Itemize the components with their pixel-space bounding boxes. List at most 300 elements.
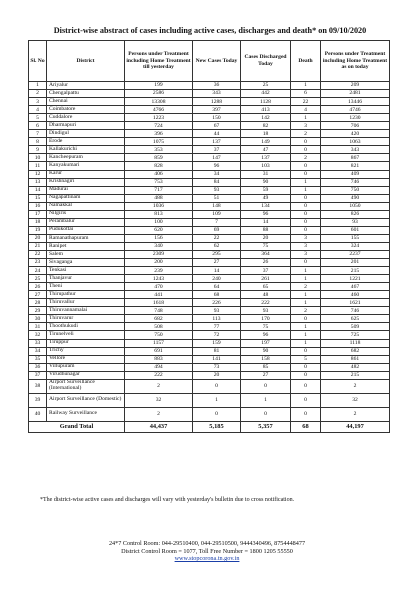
cell-under-treatment-yesterday: 724 (125, 122, 193, 130)
cell-district: Chengalpattu (47, 90, 125, 98)
table-row (29, 363, 390, 371)
cell-sl-no: 16 (29, 202, 47, 210)
header-new-cases: New Cases Today (193, 41, 241, 82)
cell-death: 2 (291, 154, 321, 162)
table-row (29, 178, 390, 186)
cell-sl-no: 32 (29, 331, 47, 339)
cell-discharged: 49 (241, 194, 291, 202)
cell-death: 0 (291, 194, 321, 202)
cell-under-treatment-today: 215 (321, 267, 390, 275)
control-room-line: 24*7 Control Room: 044-29510400, 044-29510500, 9444340496, 8754448477 (108, 540, 306, 547)
cell-new-cases: 93 (193, 307, 241, 315)
cell-under-treatment-yesterday: 1243 (125, 275, 193, 283)
cell-under-treatment-today: 1118 (321, 339, 390, 347)
cell-under-treatment-today: 706 (321, 122, 390, 130)
cell-discharged: 0 (241, 379, 291, 393)
cell-district: Tenkasi (47, 267, 125, 275)
cell-district: Villupuram (47, 363, 125, 371)
cell-new-cases: 147 (193, 154, 241, 162)
cell-discharged: 18 (241, 130, 291, 138)
cell-new-cases: 295 (193, 250, 241, 258)
cell-death: 2 (291, 307, 321, 315)
cell-under-treatment-today: 509 (321, 323, 390, 331)
table-row (29, 393, 390, 407)
cell-under-treatment-today: 821 (321, 162, 390, 170)
cell-new-cases: 343 (193, 90, 241, 98)
table-row (29, 347, 390, 355)
cell-under-treatment-yesterday: 859 (125, 154, 193, 162)
cell-death: 0 (291, 146, 321, 154)
table-row (29, 299, 390, 307)
cell-new-cases: 137 (193, 138, 241, 146)
cell-new-cases: 73 (193, 363, 241, 371)
cell-sl-no: 30 (29, 315, 47, 323)
table-row (29, 226, 390, 234)
cell-under-treatment-today: 682 (321, 347, 390, 355)
cell-district: Erode (47, 138, 125, 146)
table-row (29, 122, 390, 130)
cell-new-cases: 397 (193, 106, 241, 114)
cell-new-cases: 69 (193, 226, 241, 234)
cell-district: Nagapattinam (47, 194, 125, 202)
grand-total-row (29, 421, 390, 432)
cell-under-treatment-yesterday: 717 (125, 186, 193, 194)
cell-under-treatment-today: 32 (321, 393, 390, 407)
cell-discharged: 134 (241, 202, 291, 210)
cell-sl-no: 21 (29, 242, 47, 250)
cell-death: 1 (291, 82, 321, 90)
table-row (29, 379, 390, 393)
cell-death: 1 (291, 275, 321, 283)
table-row (29, 371, 390, 379)
table-row (29, 242, 390, 250)
cell-under-treatment-today: 725 (321, 331, 390, 339)
cell-discharged: 142 (241, 114, 291, 122)
cell-new-cases: 36 (193, 82, 241, 90)
cell-under-treatment-yesterday: 883 (125, 355, 193, 363)
cell-death: 6 (291, 90, 321, 98)
cell-death: 3 (291, 122, 321, 130)
cell-district: Pudukottai (47, 226, 125, 234)
cell-sl-no: 25 (29, 275, 47, 283)
cell-death: 1 (291, 299, 321, 307)
cell-sl-no: 2 (29, 90, 47, 98)
cell-under-treatment-today: 2481 (321, 90, 390, 98)
cell-discharged: 1 (241, 393, 291, 407)
cell-new-cases: 240 (193, 275, 241, 283)
contact-footer (40, 540, 374, 563)
cell-under-treatment-yesterday: 813 (125, 210, 193, 218)
cell-new-cases: 51 (193, 194, 241, 202)
cell-under-treatment-today: 420 (321, 130, 390, 138)
cell-sl-no: 24 (29, 267, 47, 275)
cell-district: Airport Surveillance (International) (47, 379, 125, 393)
cell-under-treatment-yesterday: 620 (125, 226, 193, 234)
cell-discharged: 137 (241, 154, 291, 162)
cell-under-treatment-yesterday: 682 (125, 315, 193, 323)
cell-under-treatment-today: 1221 (321, 275, 390, 283)
cell-discharged: 85 (241, 363, 291, 371)
cell-under-treatment-today: 460 (321, 291, 390, 299)
cell-new-cases: 27 (193, 259, 241, 267)
cell-sl-no: 27 (29, 291, 47, 299)
cell-district: Tiruppur (47, 339, 125, 347)
cell-under-treatment-today: 2 (321, 379, 390, 393)
cell-death: 0 (291, 259, 321, 267)
total-death: 68 (291, 421, 321, 432)
total-new-cases: 5,185 (193, 421, 241, 432)
cell-discharged: 96 (241, 210, 291, 218)
cell-death: 1 (291, 331, 321, 339)
cell-discharged: 65 (241, 283, 291, 291)
cell-death: 0 (291, 218, 321, 226)
cell-new-cases: 22 (193, 234, 241, 242)
cell-new-cases: 0 (193, 407, 241, 421)
cell-under-treatment-yesterday: 441 (125, 291, 193, 299)
cell-under-treatment-yesterday: 748 (125, 307, 193, 315)
cell-sl-no: 35 (29, 355, 47, 363)
cell-district: Perambalur (47, 218, 125, 226)
cell-new-cases: 226 (193, 299, 241, 307)
cell-discharged: 96 (241, 331, 291, 339)
cell-district: Dindigul (47, 130, 125, 138)
table-row (29, 98, 390, 106)
table-row (29, 259, 390, 267)
cell-discharged: 59 (241, 186, 291, 194)
cell-death: 0 (291, 226, 321, 234)
cell-death: 0 (291, 393, 321, 407)
cell-district: Kanyakumari (47, 162, 125, 170)
table-row (29, 82, 390, 90)
cell-district: Railway Surveillance (47, 407, 125, 421)
cell-sl-no: 14 (29, 186, 47, 194)
cell-district: Kancheepuram (47, 154, 125, 162)
cell-district: Thiruvarur (47, 315, 125, 323)
cell-district: Theni (47, 283, 125, 291)
table-row (29, 202, 390, 210)
cell-sl-no: 15 (29, 194, 47, 202)
cell-under-treatment-today: 601 (321, 226, 390, 234)
cell-district: Vellore (47, 355, 125, 363)
cell-under-treatment-yesterday: 222 (125, 371, 193, 379)
header-under-treatment-today: Persons under Treatment including Home Treatment as on today (321, 41, 390, 82)
cell-discharged: 170 (241, 315, 291, 323)
cell-under-treatment-yesterday: 32 (125, 393, 193, 407)
cell-sl-no: 11 (29, 162, 47, 170)
cell-death: 1 (291, 323, 321, 331)
cell-discharged: 37 (241, 267, 291, 275)
cell-death: 3 (291, 242, 321, 250)
cell-discharged: 158 (241, 355, 291, 363)
table-row (29, 146, 390, 154)
cell-under-treatment-today: 625 (321, 315, 390, 323)
cell-under-treatment-today: 13446 (321, 98, 390, 106)
cell-death: 3 (291, 250, 321, 258)
cell-sl-no: 40 (29, 407, 47, 421)
cell-under-treatment-yesterday: 239 (125, 267, 193, 275)
cell-discharged: 149 (241, 138, 291, 146)
cell-district: Ranipet (47, 242, 125, 250)
cell-death: 2 (291, 283, 321, 291)
cell-death: 0 (291, 379, 321, 393)
cell-under-treatment-today: 482 (321, 363, 390, 371)
cell-under-treatment-today: 201 (321, 259, 390, 267)
cell-sl-no: 33 (29, 339, 47, 347)
cell-discharged: 75 (241, 323, 291, 331)
cell-district: Trichy (47, 347, 125, 355)
cell-under-treatment-yesterday: 396 (125, 130, 193, 138)
cell-death: 1 (291, 114, 321, 122)
table-row (29, 170, 390, 178)
cell-district: Chennai (47, 98, 125, 106)
cell-sl-no: 6 (29, 122, 47, 130)
cell-under-treatment-yesterday: 488 (125, 194, 193, 202)
cell-new-cases: 68 (193, 291, 241, 299)
cell-under-treatment-yesterday: 1223 (125, 114, 193, 122)
cell-discharged: 93 (241, 307, 291, 315)
cell-district: Thoothukudi (47, 323, 125, 331)
cell-under-treatment-yesterday: 2 (125, 407, 193, 421)
table-row (29, 130, 390, 138)
cell-new-cases: 14 (193, 267, 241, 275)
cell-discharged: 75 (241, 242, 291, 250)
cell-district: Thirupathur (47, 291, 125, 299)
cell-discharged: 0 (241, 407, 291, 421)
cell-district: Ariyalur (47, 82, 125, 90)
table-row (29, 106, 390, 114)
cell-district: Karur (47, 170, 125, 178)
cell-death: 0 (291, 162, 321, 170)
cell-new-cases: 150 (193, 114, 241, 122)
cell-under-treatment-yesterday: 2586 (125, 90, 193, 98)
cell-under-treatment-today: 2237 (321, 250, 390, 258)
cell-district: Dharmapuri (47, 122, 125, 130)
cell-under-treatment-yesterday: 828 (125, 162, 193, 170)
cell-discharged: 82 (241, 122, 291, 130)
cell-sl-no: 19 (29, 226, 47, 234)
cell-sl-no: 9 (29, 146, 47, 154)
cell-district: Coimbatore (47, 106, 125, 114)
cell-under-treatment-today: 1050 (321, 202, 390, 210)
cell-under-treatment-today: 343 (321, 146, 390, 154)
cell-discharged: 197 (241, 339, 291, 347)
cell-district: Cuddalore (47, 114, 125, 122)
cell-death: 1 (291, 291, 321, 299)
cell-under-treatment-today: 1230 (321, 114, 390, 122)
cell-death: 0 (291, 315, 321, 323)
cell-district: Thanjavur (47, 275, 125, 283)
cell-under-treatment-today: 1063 (321, 138, 390, 146)
cell-new-cases: 113 (193, 315, 241, 323)
cell-under-treatment-today: 746 (321, 307, 390, 315)
cell-under-treatment-yesterday: 100 (125, 218, 193, 226)
cell-sl-no: 23 (29, 259, 47, 267)
cell-under-treatment-today: 746 (321, 178, 390, 186)
table-row (29, 218, 390, 226)
cell-new-cases: 77 (193, 323, 241, 331)
header-death: Death (291, 41, 321, 82)
table-row (29, 355, 390, 363)
cell-new-cases: 44 (193, 130, 241, 138)
table-row (29, 307, 390, 315)
cell-under-treatment-yesterday: 2309 (125, 250, 193, 258)
cell-district: Sivaganga (47, 259, 125, 267)
cell-district: Namakkal (47, 202, 125, 210)
cell-death: 1 (291, 186, 321, 194)
cell-district: Airport Surveillance (Domestic) (47, 393, 125, 407)
cell-district: Thiruvallur (47, 299, 125, 307)
cell-discharged: 442 (241, 90, 291, 98)
table-row (29, 250, 390, 258)
cell-death: 0 (291, 170, 321, 178)
district-cases-table (28, 40, 390, 433)
cell-discharged: 26 (241, 259, 291, 267)
cell-district: Kallakurichi (47, 146, 125, 154)
cell-discharged: 90 (241, 347, 291, 355)
cell-death: 0 (291, 363, 321, 371)
total-under-treatment-yesterday: 44,437 (125, 421, 193, 432)
cell-under-treatment-today: 1621 (321, 299, 390, 307)
cell-under-treatment-yesterday: 1157 (125, 339, 193, 347)
cell-new-cases: 148 (193, 202, 241, 210)
cell-new-cases: 72 (193, 331, 241, 339)
cell-new-cases: 109 (193, 210, 241, 218)
table-row (29, 90, 390, 98)
header-discharged: Cases Discharged Today (241, 41, 291, 82)
cell-sl-no: 18 (29, 218, 47, 226)
cell-sl-no: 26 (29, 283, 47, 291)
cell-new-cases: 37 (193, 146, 241, 154)
cell-death: 0 (291, 210, 321, 218)
cell-sl-no: 8 (29, 138, 47, 146)
cell-under-treatment-yesterday: 199 (125, 82, 193, 90)
table-row (29, 234, 390, 242)
cell-under-treatment-yesterday: 13308 (125, 98, 193, 106)
cell-district: Madurai (47, 186, 125, 194)
cell-sl-no: 1 (29, 82, 47, 90)
cell-sl-no: 36 (29, 363, 47, 371)
district-control-line: District Control Room = 1077, Toll Free Number = 1800 1205 55550 (121, 547, 293, 555)
header-district: District (47, 41, 125, 82)
cell-new-cases: 67 (193, 122, 241, 130)
cell-district: Salem (47, 250, 125, 258)
cell-sl-no: 3 (29, 98, 47, 106)
cell-discharged: 1128 (241, 98, 291, 106)
cell-death: 5 (291, 355, 321, 363)
cell-discharged: 103 (241, 162, 291, 170)
cell-discharged: 25 (241, 82, 291, 90)
cell-under-treatment-yesterday: 340 (125, 242, 193, 250)
cell-sl-no: 10 (29, 154, 47, 162)
cell-under-treatment-yesterday: 753 (125, 178, 193, 186)
cell-under-treatment-today: 324 (321, 242, 390, 250)
cell-sl-no: 28 (29, 299, 47, 307)
cell-discharged: 364 (241, 250, 291, 258)
cell-new-cases: 62 (193, 242, 241, 250)
website-link[interactable]: www.stopcorona.tn.gov.in (174, 555, 240, 563)
cell-death: 22 (291, 98, 321, 106)
cell-death: 0 (291, 202, 321, 210)
cell-district: Nilgiris (47, 210, 125, 218)
cell-under-treatment-yesterday: 406 (125, 170, 193, 178)
total-under-treatment-today: 44,197 (321, 421, 390, 432)
cell-sl-no: 20 (29, 234, 47, 242)
cell-death: 3 (291, 234, 321, 242)
cell-under-treatment-yesterday: 1618 (125, 299, 193, 307)
cell-new-cases: 1 (193, 393, 241, 407)
cell-death: 0 (291, 138, 321, 146)
cell-discharged: 48 (241, 291, 291, 299)
footnote: *The district-wise active cases and discharges will vary with yesterday's bulletin due to cross notification. (40, 497, 295, 503)
table-row (29, 186, 390, 194)
table-row (29, 154, 390, 162)
cell-new-cases: 20 (193, 371, 241, 379)
table-row (29, 138, 390, 146)
cell-sl-no: 17 (29, 210, 47, 218)
cell-under-treatment-today: 750 (321, 186, 390, 194)
cell-new-cases: 0 (193, 379, 241, 393)
table-row (29, 162, 390, 170)
cell-new-cases: 141 (193, 355, 241, 363)
table-row (29, 283, 390, 291)
cell-district: Virudhunagar (47, 371, 125, 379)
cell-under-treatment-yesterday: 494 (125, 363, 193, 371)
cell-under-treatment-yesterday: 4766 (125, 106, 193, 114)
table-row (29, 194, 390, 202)
cell-discharged: 90 (241, 178, 291, 186)
cell-discharged: 47 (241, 146, 291, 154)
cell-under-treatment-today: 867 (321, 154, 390, 162)
cell-discharged: 31 (241, 170, 291, 178)
cell-under-treatment-yesterday: 200 (125, 259, 193, 267)
cell-under-treatment-yesterday: 353 (125, 146, 193, 154)
cell-sl-no: 39 (29, 393, 47, 407)
cell-death: 1 (291, 178, 321, 186)
cell-new-cases: 96 (193, 162, 241, 170)
cell-under-treatment-today: 409 (321, 170, 390, 178)
cell-district: Ramanathapuram (47, 234, 125, 242)
cell-sl-no: 31 (29, 323, 47, 331)
cell-death: 2 (291, 130, 321, 138)
header-under-treatment-yesterday: Persons under Treatment including Home Treatment till yesterday (125, 41, 193, 82)
cell-under-treatment-today: 155 (321, 234, 390, 242)
cell-under-treatment-today: 215 (321, 371, 390, 379)
cell-under-treatment-today: 467 (321, 283, 390, 291)
table-row (29, 291, 390, 299)
table-row (29, 323, 390, 331)
table-row (29, 339, 390, 347)
table-body (29, 82, 390, 422)
cell-new-cases: 93 (193, 186, 241, 194)
cell-death: 1 (291, 339, 321, 347)
cell-under-treatment-today: 93 (321, 218, 390, 226)
cell-discharged: 88 (241, 226, 291, 234)
cell-new-cases: 84 (193, 178, 241, 186)
cell-under-treatment-yesterday: 470 (125, 283, 193, 291)
cell-district: Thiruvannamalai (47, 307, 125, 315)
cell-under-treatment-yesterday: 156 (125, 234, 193, 242)
cell-discharged: 413 (241, 106, 291, 114)
cell-new-cases: 64 (193, 283, 241, 291)
cell-under-treatment-yesterday: 691 (125, 347, 193, 355)
table-row (29, 114, 390, 122)
cell-under-treatment-today: 4746 (321, 106, 390, 114)
total-discharged: 5,357 (241, 421, 291, 432)
cell-death: 0 (291, 347, 321, 355)
header-sl-no: Sl. No (29, 41, 47, 82)
cell-new-cases: 1288 (193, 98, 241, 106)
cell-district: Tirunelveli (47, 331, 125, 339)
